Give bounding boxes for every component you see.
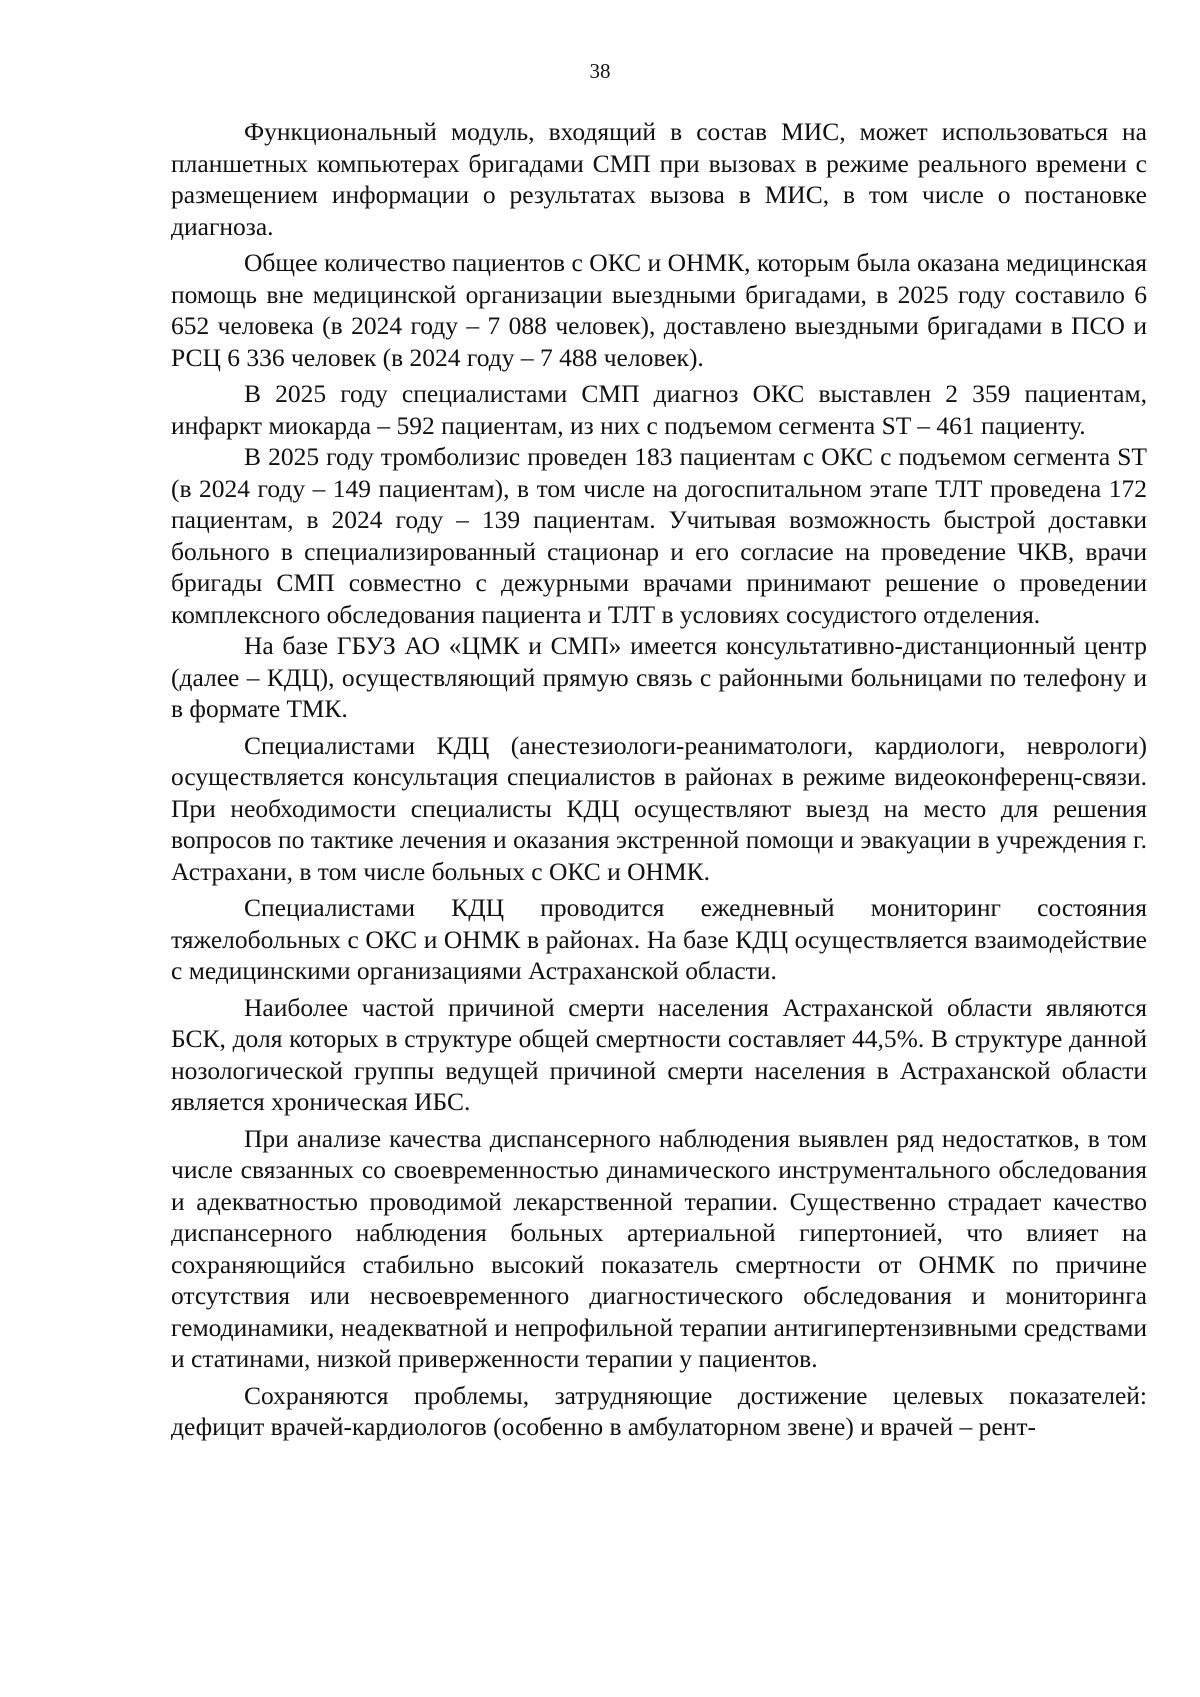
paragraph-thrombolysis: В 2025 году тромболизис проведен 183 пациентам с ОКС с подъемом сегмента ST (в 2024 году – 149 пациентам), в том числе на догоспитальном этапе ТЛТ проведена 172 пациентам, в 2024 году – 139 пациентам. Учитывая возможность быстрой доставки больного в специализированный стационар и его согласие на проведение ЧКВ, врачи бригады СМП совместно с дежурными врачами принимают решение о проведении комплексного обследования пациента и ТЛТ в условиях сосудистого отделения. bbox=[171, 442, 1147, 629]
page-number: 38 bbox=[589, 59, 611, 83]
paragraph-mis-module: Функциональный модуль, входящий в состав МИС, может использоваться на планшетных компьютерах бригадами СМП при вызовах в режиме реального времени с размещением информации о результатах вызова в МИС, в том числе о постановке диагноза. bbox=[171, 117, 1147, 241]
paragraph-kdc-center: На базе ГБУЗ АО «ЦМК и СМП» имеется консультативно-дистанционный центр (далее – КДЦ), осуществляющий прямую связь с районными больницами по телефону и в формате ТМК. bbox=[171, 631, 1147, 723]
paragraph-oks-diagnosis: В 2025 году специалистами СМП диагноз ОКС выставлен 2 359 пациентам, инфаркт миокарда – 592 пациентам, из них с подъемом сегмента ST – 461 пациенту. bbox=[171, 379, 1147, 440]
paragraph-kdc-monitoring: Специалистами КДЦ проводится ежедневный мониторинг состояния тяжелобольных с ОКС и ОНМК в районах. На базе КДЦ осуществляется взаимодействие с медицинскими организациями Астраханской области. bbox=[171, 893, 1147, 985]
paragraph-kdc-consultations: Специалистами КДЦ (анестезиологи-реаниматологи, кардиологи, неврологи) осуществляется консультация специалистов в районах в режиме видеоконференц-связи. При необходимости специалисты КДЦ осуществляют выезд на место для решения вопросов по тактике лечения и оказания экстренной помощи и эвакуации в учреждения г. Астрахани, в том числе больных с ОКС и ОНМК. bbox=[171, 730, 1147, 886]
document-body bbox=[171, 116, 1147, 1448]
paragraph-staffing-problems: Сохраняются проблемы, затрудняющие достижение целевых показателей: дефицит врачей-кардиологов (особенно в амбулаторном звене) и врачей – рент- bbox=[171, 1380, 1147, 1441]
paragraph-dispensary-analysis: При анализе качества диспансерного наблюдения выявлен ряд недостатков, в том числе связанных со своевременностью динамического инструментального обследования и адекватностью проводимой лекарственной терапии. Существенно страдает качество диспансерного наблюдения больных артериальной гипертонией, что влияет на сохраняющийся стабильно высокий показатель смертности от ОНМК по причине отсутствия или несвоевременного диагностического обследования и мониторинга гемодинамики, неадекватной и непрофильной терапии антигипертензивными средствами и статинами, низкой приверженности терапии у пациентов. bbox=[171, 1123, 1147, 1373]
paragraph-mortality-causes: Наиболее частой причиной смерти населения Астраханской области являются БСК, доля которых в структуре общей смертности составляет 44,5%. В структуре данной нозологической группы ведущей причиной смерти населения в Астраханской области является хроническая ИБС. bbox=[171, 992, 1147, 1116]
paragraph-patient-totals: Общее количество пациентов с ОКС и ОНМК, которым была оказана медицинская помощь вне медицинской организации выездными бригадами, в 2025 году составило 6 652 человека (в 2024 году – 7 088 человек), доставлено выездными бригадами в ПСО и РСЦ 6 336 человек (в 2024 году – 7 488 человек). bbox=[171, 248, 1147, 372]
